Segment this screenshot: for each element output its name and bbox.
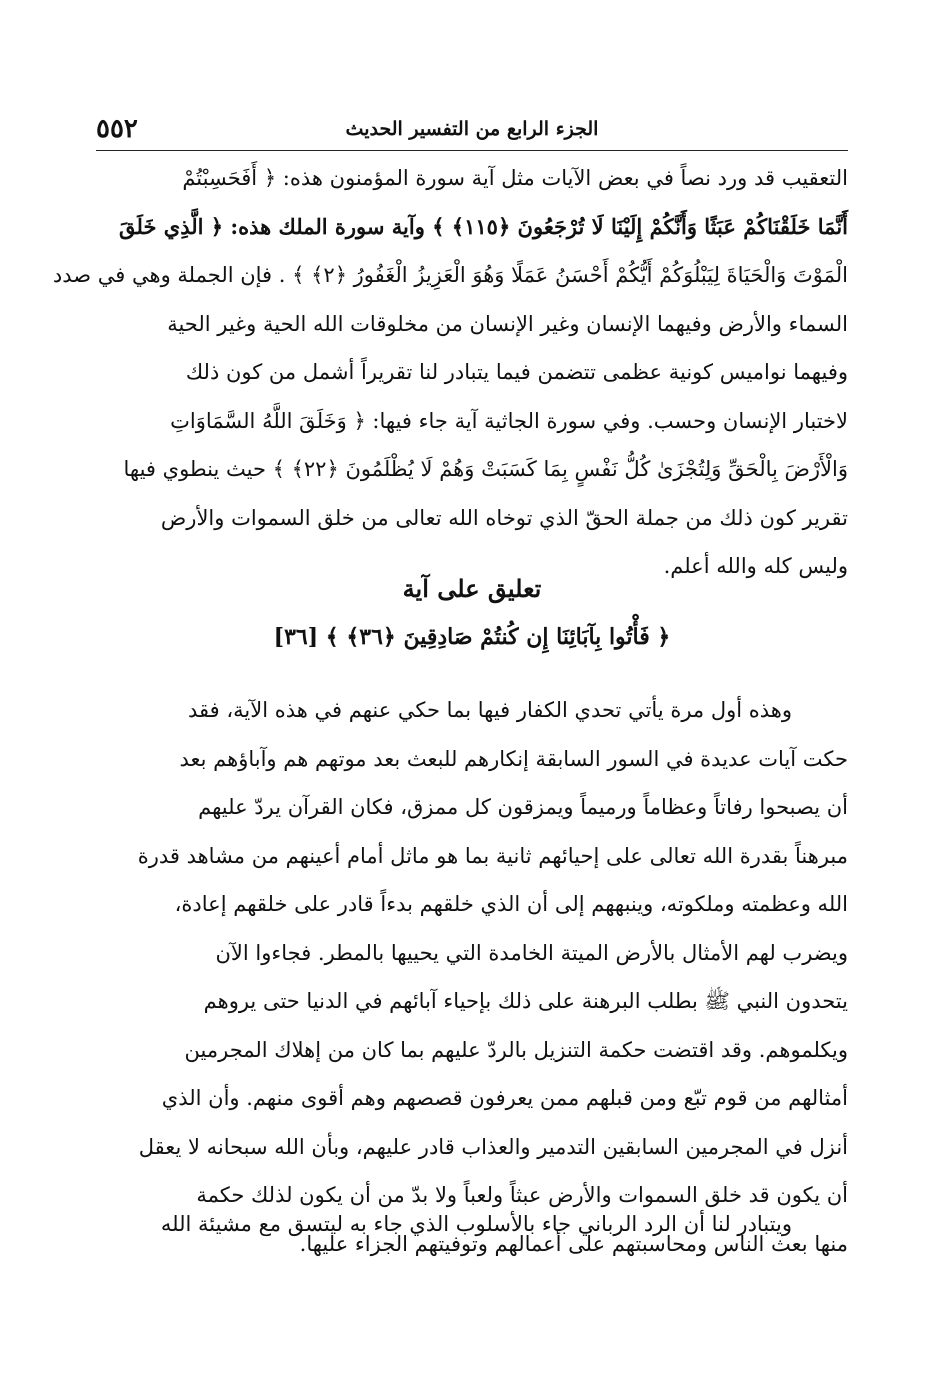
text-line: وليس كله والله أعلم. [663, 554, 848, 578]
running-title: الجزء الرابع من التفسير الحديث [345, 118, 599, 140]
page-header [96, 108, 848, 148]
text-line: أمثالهم من قوم تبّع ومن قبلهم ممن يعرفون قصصهم وهم أقوى منهم. وأن الذي [161, 1086, 848, 1110]
text-line: التعقيب قد ورد نصاً في بعض الآيات مثل آية سورة المؤمنون هذه: ﴿ أَفَحَسِبْتُمْ [182, 166, 848, 190]
text-line: ويضرب لهم الأمثال بالأرض الميتة الخامدة التي يحييها بالمطر. فجاءوا الآن [215, 940, 848, 965]
text-line: وهذه أول مرة يأتي تحدي الكفار فيها بما حكي عنهم في هذه الآية، فقد [188, 698, 792, 722]
page-number: ٥٥٢ [96, 114, 138, 144]
text-line: حكت آيات عديدة في السور السابقة إنكارهم للبعث بعد موتهم هم وآباؤهم بعد [179, 746, 848, 771]
text-line: أن يصبحوا رفاتاً وعظاماً ورميماً ويمزقون كل ممزق، فكان القرآن يردّ عليهم [198, 795, 848, 819]
header-rule [96, 150, 848, 151]
paragraph-1 [52, 154, 848, 591]
quran-verse-line: أَنَّمَا خَلَقْنَاكُمْ عَبَثًا وَأَنَّكُمْ إِلَيْنَا لَا تُرْجَعُونَ ﴿١١٥﴾ ﴾ وآية سورة الملك هذه: ﴿ الَّذِي خَلَقَ [119, 213, 848, 239]
text-line: أنزل في المجرمين السابقين التدمير والعذاب قادر عليهم، وبأن الله سبحانه لا يعقل [138, 1134, 848, 1159]
text-line: لاختبار الإنسان وحسب. وفي سورة الجاثية آية جاء فيها: ﴿ وَخَلَقَ اللَّهُ السَّمَاوَاتِ [170, 408, 848, 433]
text-line: مبرهناً بقدرة الله تعالى على إحيائهم ثانية بما هو ماثل أمام أعينهم من مشاهد قدرة [137, 843, 848, 868]
text-line: وفيهما نواميس كونية عظمى تتضمن فيما يتبادر لنا تقريراً أشمل من كون ذلك [185, 360, 848, 384]
paragraph-2 [96, 686, 848, 1268]
text-line: يتحدون النبي ﷺ بطلب البرهنة على ذلك بإحياء آبائهم في الدنيا حتى يروهم [203, 989, 848, 1013]
text-line: ويتبادر لنا أن الرد الرباني جاء بالأسلوب الذي جاء به ليتسق مع مشيئة الله [160, 1212, 792, 1236]
text-line: الْمَوْتَ وَالْحَيَاةَ لِيَبْلُوَكُمْ أَيُّكُمْ أَحْسَنُ عَمَلًا وَهُوَ الْعَزِيزُ الْغَفُورُ ﴿٢﴾ ﴾ . فإن الجملة وهي في صدد [52, 263, 848, 287]
text-line: وَالْأَرْضَ بِالْحَقِّ وَلِتُجْزَىٰ كُلُّ نَفْسٍ بِمَا كَسَبَتْ وَهُمْ لَا يُظْلَمُونَ ﴿٢٢﴾ ﴾ حيث ينطوي فيها [123, 457, 848, 481]
text-line: تقرير كون ذلك من جملة الحقّ الذي توخاه الله تعالى من خلق السموات والأرض [160, 505, 848, 530]
text-line: الله وعظمته وملكوته، وينبههم إلى أن الذي خلقهم بدءاً قادر على خلقهم إعادة، [174, 892, 848, 916]
text-line: ويكلموهم. وقد اقتضت حكمة التنزيل بالردّ عليهم بما كان من إهلاك المجرمين [184, 1037, 848, 1062]
section-verse: ﴿ فَأْتُوا بِآبَائِنَا إِن كُنتُمْ صَادِقِينَ ﴿٣٦﴾ ﴾ [٣٦] [273, 624, 671, 650]
text-line: منها بعث الناس ومحاسبتهم على أعمالهم وتوفيتهم الجزاء عليها. [299, 1231, 848, 1256]
text-line: السماء والأرض وفيهما الإنسان وغير الإنسان من مخلوقات الله الحية وغير الحية [167, 311, 848, 336]
paragraph-3 [96, 1200, 848, 1249]
section-heading: تعليق على آية [402, 574, 542, 603]
text-line: أن يكون قد خلق السموات والأرض عبثاً ولعباً ولا بدّ من أن يكون لذلك حكمة [196, 1183, 848, 1207]
